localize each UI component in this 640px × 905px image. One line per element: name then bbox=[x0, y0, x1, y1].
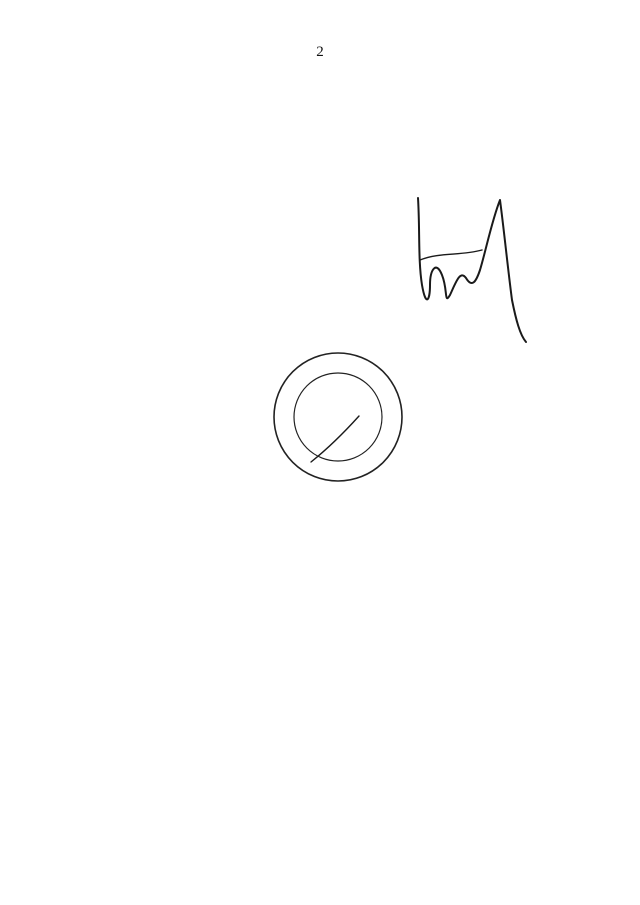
page-number: 2 bbox=[316, 44, 324, 60]
handwritten-signature bbox=[400, 190, 540, 350]
official-seal bbox=[271, 350, 405, 484]
